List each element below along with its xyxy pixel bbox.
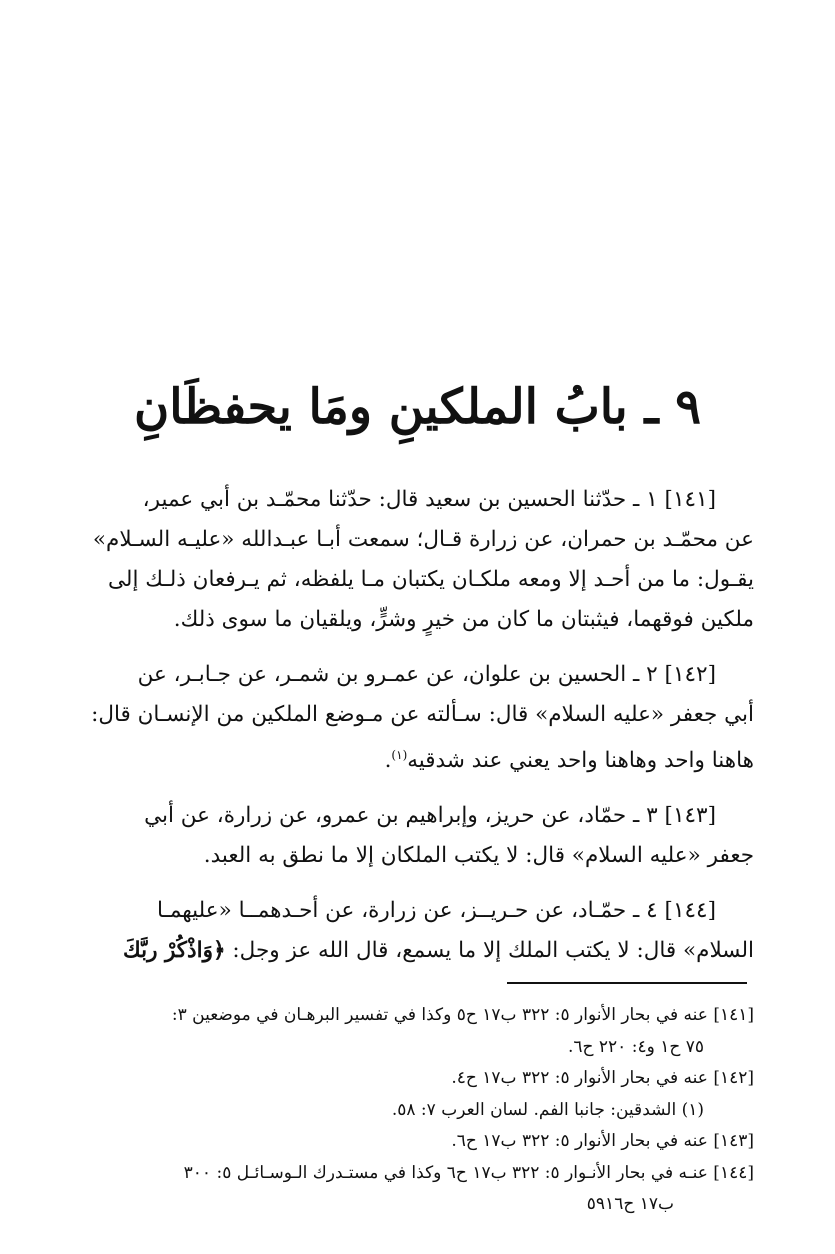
text-line: [١٤٢] ٢ ـ الحسين بن علوان، عن عمـرو بن شمـر، عن جـابـر، عن: [137, 662, 716, 687]
text-segment: السلام» قال: لا يكتب الملك إلا ما يسمع، قال الله عز وجل:: [232, 938, 754, 964]
text-line: [١٤٤] ٤ ـ حمّـاد، عن حـريــز، عن زرارة، عن أحـدهمــا «عليهمـا: [156, 898, 716, 924]
hadith-143: [84, 796, 754, 876]
text-segment: هاهنا واحد وهاهنا واحد يعني عند شدقيه: [407, 748, 754, 774]
footnote-144-cont: ب١٧ ح٥٩١٦: [586, 1194, 674, 1214]
quran-quote: ﴿وَاذْكُرْ ربَّكَ: [122, 938, 226, 964]
footnote-1: (١) الشدقين: جانبا الفم. لسان العرب ٧: ٥٨.: [391, 1099, 704, 1120]
text-line: جعفر «عليه السلام» قال: لا يكتب الملكان إلا ما نطق به العبد.: [203, 843, 754, 869]
footnote-142: [١٤٢] عنه في بحار الأنوار ٥: ٣٢٢ ب١٧ ح٤.: [451, 1068, 754, 1088]
footnotes: [84, 1000, 754, 1221]
chapter-title: ٩ ـ بابُ الملكينِ ومَا يحفظَانِ: [133, 379, 702, 435]
text-line: أبي جعفر «عليه السلام» قال: سـألته عن مـوضع الملكين من الإنسـان قال:: [91, 702, 754, 727]
text-line: [84, 735, 754, 781]
text-line: عن محمّـد بن حمران، عن زرارة قـال؛ سمعت أبـا عبـدالله «عليـه السـلام»: [92, 527, 754, 552]
footnote-marker: (١): [391, 748, 408, 762]
footnote-141: [١٤١] عنه في بحار الأنوار ٥: ٣٢٢ ب١٧ ح٥ وكذا في تفسير البرهـان في موضعين ٣:: [171, 1005, 754, 1025]
body-text: [84, 480, 754, 986]
footnote-divider: [507, 982, 747, 984]
text-line: [١٤١] ١ ـ حدّثنا الحسين بن سعيد قال: حدّثنا محمّـد بن أبي عمير،: [142, 487, 716, 512]
hadith-141: [84, 480, 754, 640]
text-segment: .: [384, 748, 392, 774]
text-line: يقـول: ما من أحـد إلا ومعه ملكـان يكتبان مـا يلفظه، ثم يـرفعان ذلـك إلى: [108, 567, 754, 592]
hadith-142: [84, 655, 754, 781]
footnote-143: [١٤٣] عنه في بحار الأنوار ٥: ٣٢٢ ب١٧ ح٦.: [451, 1131, 754, 1151]
hadith-144: [84, 891, 754, 971]
footnote-141-cont: ٧٥ ح١ و٤: ٢٢٠ ح٦.: [567, 1036, 704, 1057]
text-line: ملكين فوقهما، فيثبتان ما كان من خيرٍ وشرٍّ، ويلقيان ما سوى ذلك.: [173, 607, 754, 632]
text-line: [84, 931, 754, 971]
footnote-144: [١٤٤] عنـه في بحار الأنـوار ٥: ٣٢٢ ب١٧ ح٦ وكذا في مستـدرك الـوسـائـل ٥: ٣٠٠: [183, 1162, 754, 1183]
text-line: [١٤٣] ٣ ـ حمّاد، عن حريز، وإبراهيم بن عمرو، عن زرارة، عن أبي: [144, 803, 716, 829]
